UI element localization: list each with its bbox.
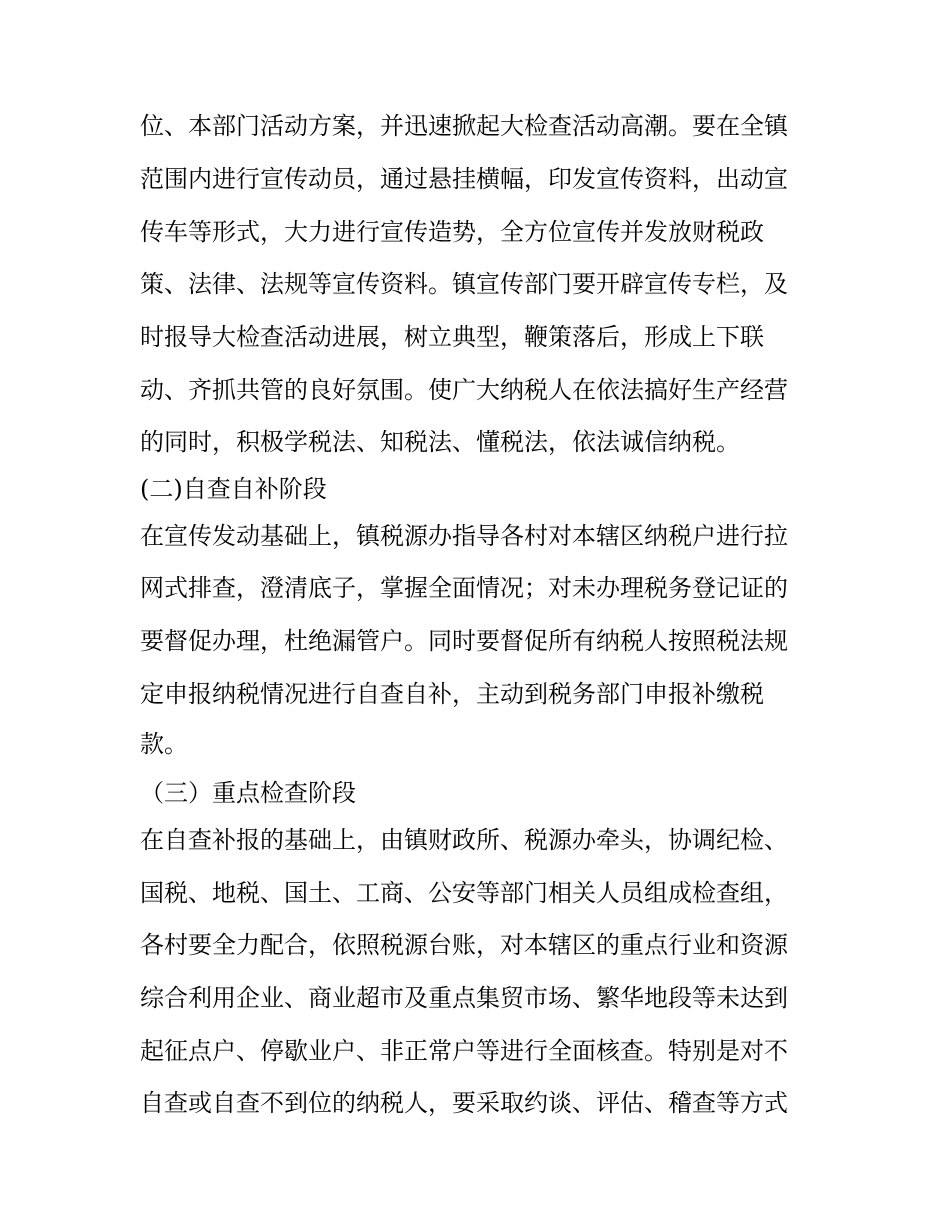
- paragraph-line: 定申报纳税情况进行自查自补，主动到税务部门申报补缴税: [140, 680, 764, 708]
- paragraph-line: 动、齐抓共管的良好氛围。使广大纳税人在依法搞好生产经营: [140, 376, 788, 404]
- paragraph-line: 国税、地税、国土、工商、公安等部门相关人员组成检查组，: [140, 879, 788, 907]
- paragraph-line: 要督促办理，杜绝漏管户。同时要督促所有纳税人按照税法规: [140, 627, 788, 655]
- paragraph-line: 传车等形式，大力进行宣传造势，全方位宣传并发放财税政: [140, 218, 764, 246]
- paragraph-line: 款。: [140, 730, 188, 758]
- paragraph-line: 自查或自查不到位的纳税人，要采取约谈、评估、稽查等方式: [140, 1089, 788, 1117]
- paragraph-line: 在宣传发动基础上，镇税源办指导各村对本辖区纳税户进行拉: [140, 522, 788, 550]
- paragraph-line: 范围内进行宣传动员，通过悬挂横幅，印发宣传资料，出动宣: [140, 165, 788, 193]
- paragraph-line: 在自查补报的基础上，由镇财政所、税源办牵头，协调纪检、: [140, 826, 788, 854]
- paragraph-line: 综合利用企业、商业超市及重点集贸市场、繁华地段等未达到: [140, 984, 788, 1012]
- section-heading: （三）重点检查阶段: [140, 779, 356, 807]
- paragraph-line: 的同时，积极学税法、知税法、懂税法，依法诚信纳税。: [140, 428, 740, 456]
- paragraph-line: 起征点户、停歇业户、非正常户等进行全面核查。特别是对不: [140, 1037, 788, 1065]
- section-heading: (二)自查自补阶段: [140, 475, 327, 503]
- paragraph-line: 各村要全力配合，依照税源台账，对本辖区的重点行业和资源: [140, 931, 788, 959]
- paragraph-line: 位、本部门活动方案，并迅速掀起大检查活动高潮。要在全镇: [140, 112, 788, 140]
- paragraph-line: 网式排查，澄清底子，掌握全面情况；对未办理税务登记证的: [140, 574, 788, 602]
- paragraph-line: 策、法律、法规等宣传资料。镇宣传部门要开辟宣传专栏，及: [140, 270, 788, 298]
- paragraph-line: 时报导大检查活动进展，树立典型，鞭策落后，形成上下联: [140, 323, 764, 351]
